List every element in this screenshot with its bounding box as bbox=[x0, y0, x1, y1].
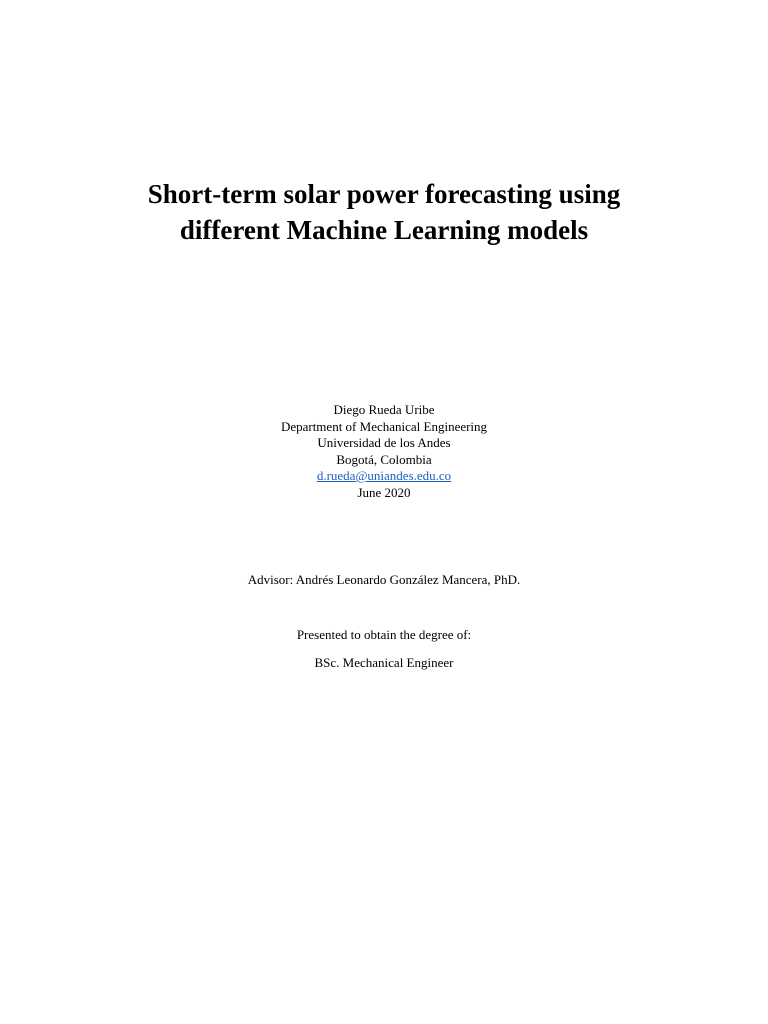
author-email-line bbox=[0, 468, 768, 485]
title-line-1: Short-term solar power forecasting using bbox=[147, 179, 621, 209]
presented-line: Presented to obtain the degree of: bbox=[296, 627, 472, 642]
author-department: Department of Mechanical Engineering bbox=[280, 418, 488, 434]
advisor-line: Advisor: Andrés Leonardo González Mancera, PhD. bbox=[247, 572, 521, 587]
title-line-2: different Machine Learning models bbox=[179, 215, 589, 245]
document-date: June 2020 bbox=[357, 484, 411, 500]
author-location: Bogotá, Colombia bbox=[336, 451, 432, 467]
author-university: Universidad de los Andes bbox=[317, 435, 451, 450]
author-name: Diego Rueda Uribe bbox=[333, 402, 435, 417]
author-email-link[interactable]: d.rueda@uniandes.edu.co bbox=[316, 468, 452, 483]
degree-line: BSc. Mechanical Engineer bbox=[314, 655, 454, 670]
author-block bbox=[0, 402, 768, 501]
document-title bbox=[0, 176, 768, 248]
